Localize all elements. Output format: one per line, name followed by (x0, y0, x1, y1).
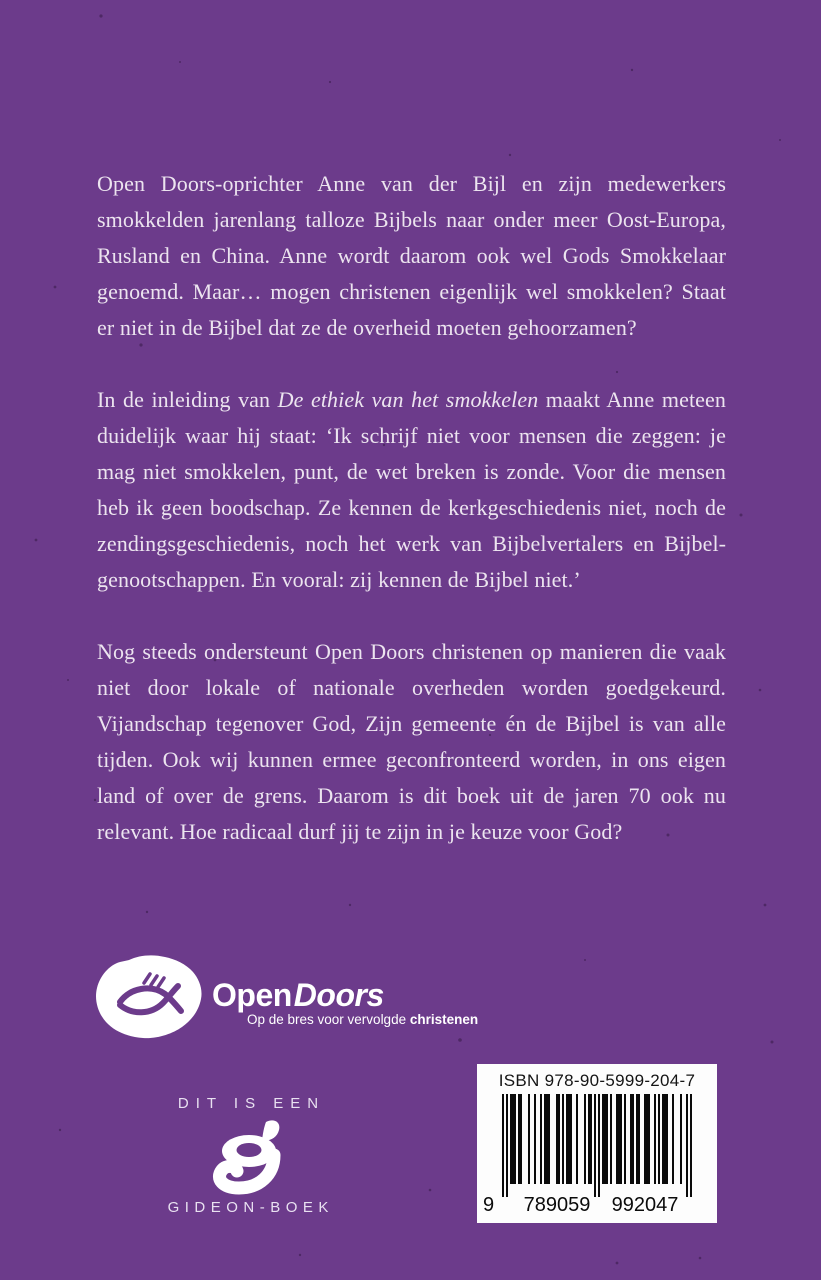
blurb-paragraph-2-suffix: maakt Anne meteen duidelijk waar hij staat: ‘Ik schrijf niet voor mensen die zeggen: je mag niet smokkelen, punt, de wet breken is zonde. Voor die mensen heb ik geen boodschap. Ze kennen de kerkgeschiedenis niet, noch de zendingsgeschiedenis, noch het werk van Bijbelvertalers en Bijbelgenootschappen. En vooral: zij kennen de Bijbel niet.’ (97, 387, 726, 592)
isbn-barcode-panel (477, 1064, 717, 1223)
barcode-digit-lead: 9 (483, 1194, 495, 1216)
blurb-paragraph-2 (97, 382, 726, 598)
open-doors-logo (93, 953, 478, 1041)
open-doors-tagline (247, 1012, 478, 1028)
tagline-bold-word: christenen (409, 1012, 479, 1027)
ean13-barcode (502, 1094, 692, 1197)
open-doors-wordmark (212, 953, 478, 1028)
gideon-g-icon (205, 1119, 293, 1197)
tagline-text: Op de bres voor vervolgde (247, 1012, 410, 1027)
isbn-number-label: ISBN 978-90-5999-204-7 (498, 1071, 696, 1090)
book-title-reference: De ethiek van het smokkelen (277, 387, 539, 412)
back-cover-blurb (97, 166, 726, 886)
barcode-digit-group-2: 992047 (611, 1194, 679, 1216)
blurb-paragraph-2-prefix: In de inleiding van (97, 387, 278, 412)
open-doors-fish-icon (93, 953, 205, 1041)
blurb-paragraph-3: Nog steeds ondersteunt Open Doors christenen op manieren die vaak niet door lokale of nationale overheden worden goedgekeurd. Vijandschap tegenover God, Zijn gemeente én de Bijbel is van alle tijden. Ook wij kunnen ermee geconfronteerd worden, in ons eigen land of over de grens. Daarom is dit boek uit de jaren 70 ook nu relevant. Hoe radicaal durf jij te zijn in je keuze voor God? (97, 639, 726, 844)
brand-doors: Doors (293, 977, 384, 1013)
barcode-digit-group-1: 789059 (523, 1194, 591, 1216)
open-doors-brand-name (212, 977, 478, 1013)
gideon-imprint-name: GIDEON-BOEK (167, 1199, 334, 1216)
gideon-imprint-line: DIT IS EEN (177, 1095, 326, 1112)
brand-open: Open (212, 977, 292, 1013)
blurb-paragraph-1: Open Doors-oprichter Anne van der Bijl en zijn medewerkers smokkelden jarenlang talloze Bijbels naar onder meer Oost-Europa, Rusland en China. Anne wordt daarom ook wel Gods Smokkelaar genoemd. Maar… mogen christenen eigenlijk wel smokkelen? Staat er niet in de Bijbel dat ze de overheid moeten gehoorzamen? (97, 171, 726, 340)
